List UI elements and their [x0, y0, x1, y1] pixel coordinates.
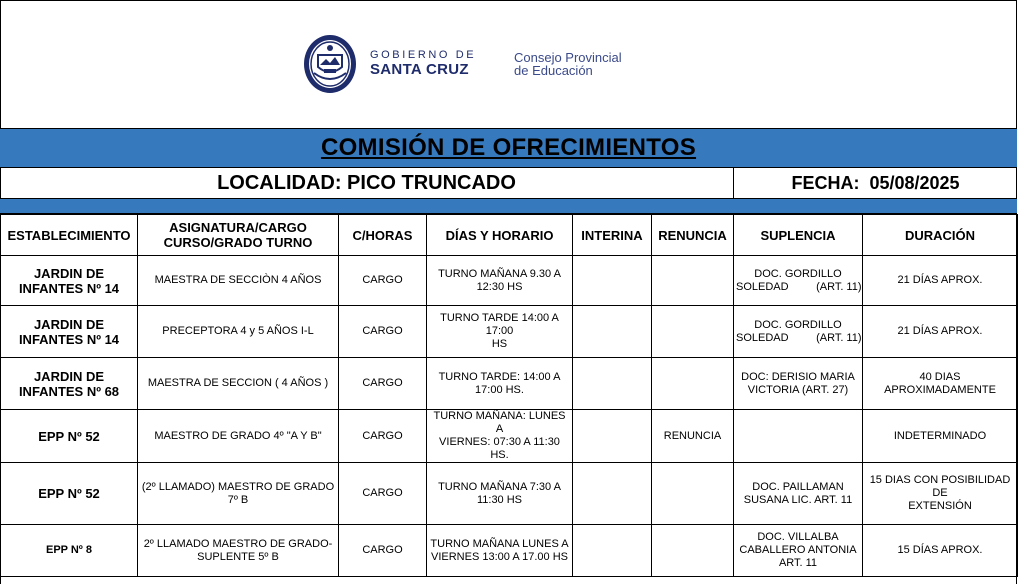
cell-interina	[573, 525, 652, 577]
dur-line1: 21 DÍAS APROX.	[897, 325, 983, 337]
dur-line2: EXTENSIÓN	[908, 500, 972, 512]
dias-line1: TURNO MAÑANA 7:30 A	[438, 480, 561, 493]
cell-chorus: CARGO	[339, 410, 427, 463]
location-date-row	[0, 168, 1017, 199]
sup-line2: VICTORIA (ART. 27)	[747, 383, 849, 396]
dias-line1: TURNO MAÑANA LUNES A	[430, 537, 569, 550]
cell-renuncia	[652, 306, 734, 358]
cell-renuncia	[652, 256, 734, 306]
cell-establecimiento	[1, 463, 138, 525]
dur-line1: INDETERMINADO	[893, 429, 987, 442]
sup-line1: DOC. GORDILLO	[754, 318, 842, 331]
col-header-chorus: C/HORAS	[339, 215, 427, 256]
cell-establecimiento	[1, 256, 138, 306]
est-line1: JARDIN DE	[33, 368, 105, 384]
sup-line2: SOLEDAD (ART. 11)	[736, 331, 862, 344]
col-header-suplencia: SUPLENCIA	[734, 215, 863, 256]
cpe-line1: Consejo Provincial	[514, 50, 622, 65]
date-value: 05/08/2025	[869, 172, 960, 193]
sup-line1: DOC: DERISIO MARIA	[741, 370, 855, 383]
est-line1: EPP Nº 8	[45, 544, 92, 556]
separator-bar	[0, 199, 1017, 214]
dias-line2: 11:30 HS	[476, 493, 523, 506]
cell-duracion	[863, 358, 1018, 410]
localidad-label: LOCALIDAD: PICO TRUNCADO	[0, 168, 734, 198]
council-name	[514, 51, 622, 77]
dias-line2: VIERNES: 07:30 A 11:30 HS.	[439, 436, 560, 461]
dur-line1: 21 DÍAS APROX.	[897, 274, 983, 286]
cell-chorus: CARGO	[339, 306, 427, 358]
col-header-establecimiento: ESTABLECIMIENTO	[1, 215, 138, 256]
cell-asignatura: MAESTRO DE GRADO 4º "A Y B"	[138, 410, 339, 463]
cell-establecimiento	[1, 525, 138, 577]
logo-block	[302, 33, 662, 97]
cell-suplencia	[734, 256, 863, 306]
dias-line2: 12:30 HS	[476, 280, 523, 293]
cell-dias	[427, 410, 573, 463]
cell-dias	[427, 256, 573, 306]
sup-line1: DOC. VILLALBA	[757, 531, 839, 543]
date-label: FECHA:	[791, 172, 860, 193]
cell-asignatura: PRECEPTORA 4 y 5 AÑOS I-L	[138, 306, 339, 358]
government-name	[370, 49, 476, 78]
dias-line1: TURNO TARDE 14:00 A 17:00	[440, 312, 559, 337]
cell-interina	[573, 358, 652, 410]
dur-line1: 15 DIAS CON POSIBILIDAD DE	[869, 474, 1011, 499]
dias-line1: TURNO TARDE: 14:00 A	[438, 370, 561, 383]
cell-establecimiento	[1, 358, 138, 410]
cell-duracion	[863, 410, 1018, 463]
cell-renuncia	[652, 358, 734, 410]
est-line1: JARDIN DE	[33, 265, 105, 281]
est-line1: JARDIN DE	[33, 316, 105, 332]
col-header-duracion: DURACIÓN	[863, 215, 1018, 256]
cell-chorus: CARGO	[339, 256, 427, 306]
cell-asignatura: MAESTRA DE SECCIÒN 4 AÑOS	[138, 256, 339, 306]
gov-line2: SANTA CRUZ	[370, 61, 469, 78]
sup-line1: DOC. GORDILLO	[754, 267, 842, 280]
est-line2: INFANTES Nº 68	[18, 383, 120, 399]
cell-establecimiento	[1, 410, 138, 463]
cell-suplencia	[734, 410, 863, 463]
cell-duracion	[863, 256, 1018, 306]
col-header-dias: DÍAS Y HORARIO	[427, 215, 573, 256]
cell-renuncia	[652, 463, 734, 525]
dias-line2: 17:00 HS.	[475, 383, 524, 396]
cell-interina	[573, 410, 652, 463]
document-header	[0, 0, 1017, 128]
cell-interina	[573, 463, 652, 525]
cell-asignatura: (2º LLAMADO) MAESTRO DE GRADO 7º B	[138, 463, 339, 525]
cpe-line2: de Educación	[514, 63, 593, 78]
cell-suplencia	[734, 463, 863, 525]
cell-duracion	[863, 463, 1018, 525]
est-line1: EPP Nº 52	[38, 428, 100, 444]
cell-asignatura: 2º LLAMADO MAESTRO DE GRADO-SUPLENTE 5º B	[138, 525, 339, 577]
table-row	[1, 525, 1018, 577]
dias-line1: TURNO MAÑANA: LUNES A	[433, 410, 566, 435]
sup-line2: SUSANA LIC. ART. 11	[743, 493, 853, 506]
cell-suplencia	[734, 525, 863, 577]
cell-dias	[427, 525, 573, 577]
cell-chorus: CARGO	[339, 463, 427, 525]
title-banner	[0, 128, 1017, 168]
col-header-asignatura-line2: CURSO/GRADO TURNO	[163, 235, 313, 250]
cell-suplencia	[734, 358, 863, 410]
dias-line2: VIERNES 13:00 A 17.00 HS	[431, 550, 568, 563]
cell-establecimiento	[1, 306, 138, 358]
est-line1: EPP Nº 52	[38, 486, 100, 501]
table-row	[1, 463, 1018, 525]
est-line2: INFANTES Nº 14	[18, 331, 120, 347]
sup-line1: DOC. PAILLAMAN	[752, 480, 844, 493]
est-line2: INFANTES Nº 14	[18, 280, 120, 296]
cell-interina	[573, 256, 652, 306]
cell-dias	[427, 463, 573, 525]
table-row	[1, 410, 1018, 463]
date-field	[734, 168, 1017, 198]
cell-asignatura: MAESTRA DE SECCION ( 4 AÑOS )	[138, 358, 339, 410]
col-header-asignatura-line1: ASIGNATURA/CARGO	[169, 220, 307, 235]
table-row	[1, 358, 1018, 410]
sup-line2: SOLEDAD (ART. 11)	[736, 280, 862, 293]
cell-renuncia: RENUNCIA	[652, 410, 734, 463]
col-header-interina: INTERINA	[573, 215, 652, 256]
cell-dias	[427, 358, 573, 410]
cell-renuncia	[652, 525, 734, 577]
table-header-row	[1, 215, 1018, 256]
gov-line1: GOBIERNO DE	[370, 49, 477, 61]
dias-line2: HS	[491, 338, 508, 350]
dur-line1: 15 DÍAS APROX.	[897, 544, 983, 556]
table-row	[1, 306, 1018, 358]
document-title: COMISIÓN DE OFRECIMIENTOS	[320, 134, 697, 161]
table-row	[1, 256, 1018, 306]
col-header-renuncia: RENUNCIA	[652, 215, 734, 256]
cell-chorus: CARGO	[339, 525, 427, 577]
col-header-asignatura	[138, 215, 339, 256]
dias-line1: TURNO MAÑANA 9.30 A	[438, 267, 561, 280]
sup-line2: CABALLERO ANTONIA ART. 11	[739, 544, 857, 569]
offers-table	[0, 214, 1018, 577]
provincial-seal-icon	[302, 33, 358, 95]
cell-duracion	[863, 306, 1018, 358]
cell-interina	[573, 306, 652, 358]
dur-line1: 40 DIAS APROXIMADAMENTE	[884, 370, 996, 396]
cell-suplencia	[734, 306, 863, 358]
cell-duracion	[863, 525, 1018, 577]
cell-chorus: CARGO	[339, 358, 427, 410]
cell-dias	[427, 306, 573, 358]
